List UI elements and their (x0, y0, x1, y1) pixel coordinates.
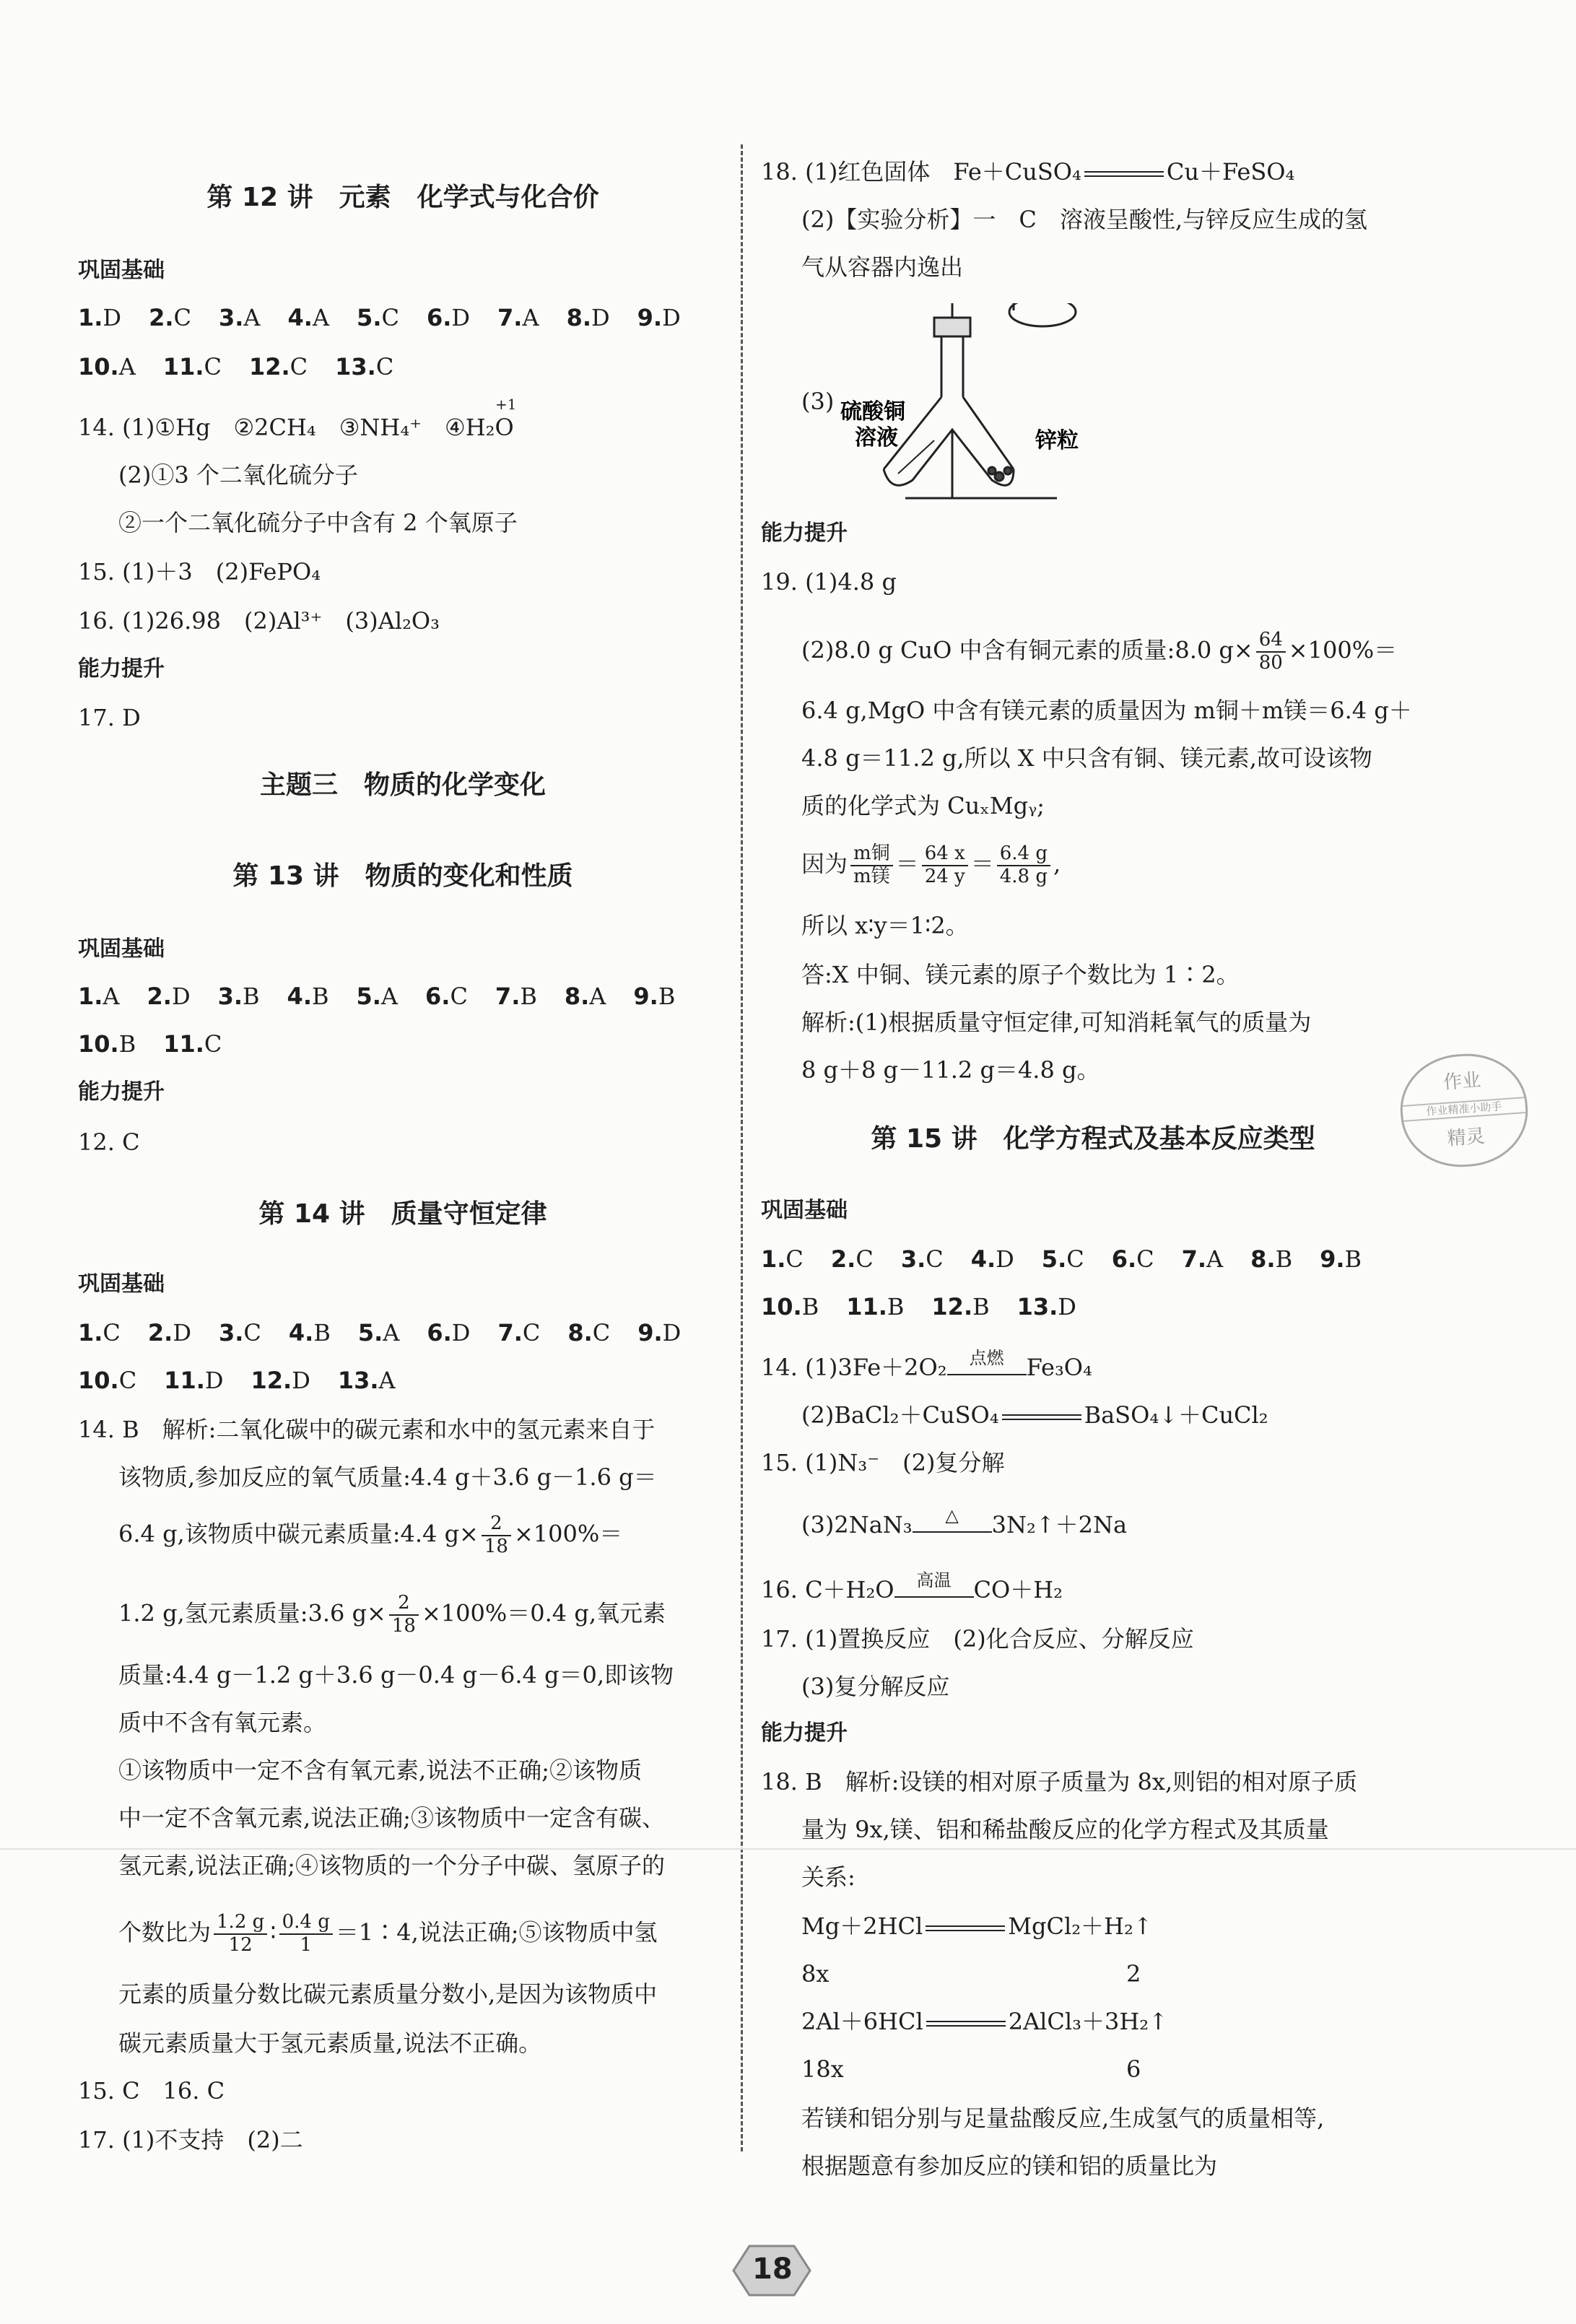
homework-helper-stamp: 作业 作业精准小助手 精灵 (1397, 1050, 1531, 1171)
question-number: 12. (248, 353, 290, 380)
r18-line: 根据题意有参加反应的镁和铝的质量比为 (801, 2152, 1218, 2180)
answer-row (78, 306, 681, 329)
question-number: 13. (335, 353, 376, 380)
explain-line: 1.2 g,氢元素质量:3.6 g× $\frac{2}{18}$ ×100%＝0.4 g,氧元素 (118, 1592, 666, 1637)
q14-part3: ②一个二氧化硫分子中含有 2 个氧原子 (118, 509, 518, 536)
answer-letter: B (658, 983, 676, 1010)
q19-line: 4.8 g＝11.2 g,所以 X 中只含有铜、镁元素,故可设该物 (801, 744, 1372, 772)
question-number: 10. (78, 353, 119, 380)
answer-letter: B (1275, 1245, 1293, 1273)
section-nengli: 能力提升 (761, 1720, 848, 1746)
fraction: $\frac{1.2 g}{12}$ (214, 1912, 267, 1957)
theme-3-title: 主题三 物质的化学变化 (259, 770, 546, 800)
q16: 16. (1)26.98 (2)Al³⁺ (3)Al₂O₃ (78, 607, 440, 635)
q19-part1: 19. (1)4.8 g (761, 568, 897, 596)
question-number: 10. (78, 1367, 119, 1394)
answer-letter: D (171, 983, 191, 1010)
equals-sign (926, 1925, 1005, 1931)
answer-letter: D (103, 304, 122, 331)
q18-part3: (3) (801, 388, 835, 415)
answer-letter: D (1058, 1293, 1076, 1320)
question-number: 8. (1250, 1245, 1276, 1273)
answer-letter: C (204, 1030, 222, 1058)
fraction: $\frac{6.4 g}{4.8 g}$ (997, 843, 1050, 888)
fraction: $\frac{64 x}{24 y}$ (922, 843, 968, 888)
question-number: 1. (78, 304, 103, 331)
answer-row (761, 1245, 1362, 1273)
lecture-12-title: 第 12 讲 元素 化学式与化合价 (206, 183, 599, 212)
r18-eq1: Mg＋2HCl MgCl₂＋H₂↑ (801, 1912, 1153, 1940)
question-number: 1. (78, 1319, 103, 1346)
answer-letter: D (591, 304, 610, 331)
question-number: 5. (356, 983, 381, 1010)
answer-letter: C (592, 1319, 611, 1346)
question-number: 4. (970, 1245, 996, 1273)
r15-line: 15. (1)N₃⁻ (2)复分解 (761, 1449, 1005, 1476)
question-number: 4. (287, 983, 312, 1010)
answer-letter: A (103, 983, 120, 1010)
explain-line: 个数比为 $\frac{1.2 g}{12}$ ∶ $\frac{0.4 g}{1}$ ＝1∶4,说法正确;⑤该物质中氢 (118, 1911, 658, 1956)
answer-letter: C (375, 353, 394, 380)
answer-letter: C (926, 1245, 944, 1273)
lecture-15-title: 第 15 讲 化学方程式及基本反应类型 (871, 1124, 1315, 1154)
r17-line2: (3)复分解反应 (801, 1673, 950, 1700)
label-copper-sulfate: 硫酸铜 (840, 399, 905, 425)
answer-letter: C (118, 1367, 137, 1394)
answer-17: 17. (1)不支持 (2)二 (78, 2126, 303, 2154)
r18-mass1: 8x 2 (801, 1960, 1141, 1988)
question-number: 6. (426, 304, 452, 331)
lecture-14-title: 第 14 讲 质量守恒定律 (258, 1199, 547, 1229)
question-number: 9. (637, 304, 663, 331)
question-number: 5. (357, 304, 382, 331)
explain-line: 中一定不含氧元素,说法正确;③该物质中一定含有碳、 (118, 1804, 665, 1832)
r15-line2: (3)2NaN₃ △ 3N₂↑＋2Na (801, 1505, 1128, 1539)
answer-letter: A (383, 1319, 400, 1346)
answer-letter: C (381, 304, 399, 331)
answer-letter: D (204, 1367, 224, 1394)
answer-12: 12. C (78, 1128, 140, 1156)
page-number: 18 (752, 2253, 793, 2286)
answer-row (761, 1295, 1076, 1318)
reaction-condition: 点燃 (947, 1367, 1027, 1375)
question-number: 9. (637, 1319, 663, 1346)
explain-line: 14. B 解析:二氧化碳中的碳元素和水中的氢元素来自于 (78, 1416, 656, 1443)
question-number: 6. (425, 983, 450, 1010)
answer-row (78, 1032, 222, 1056)
question-number: 2. (149, 304, 174, 331)
question-number: 11. (163, 1030, 204, 1058)
q14-line: +1 14. (1)①Hg ②2CH₄ ③NH₄⁺ ④H₂O (78, 396, 517, 441)
q19-line: 质的化学式为 CuₓMgᵧ; (801, 792, 1045, 819)
r17-line: 17. (1)置换反应 (2)化合反应、分解反应 (761, 1625, 1194, 1653)
explain-line: 该物质,参加反应的氧气质量:4.4 g＋3.6 g－1.6 g＝ (118, 1463, 657, 1491)
answer-letter: B (887, 1293, 905, 1320)
explain-line: 质量:4.4 g－1.2 g＋3.6 g－0.4 g－6.4 g＝0,即该物 (118, 1661, 674, 1689)
r14-line2: (2)BaCl₂＋CuSO₄ BaSO₄↓＋CuCl₂ (801, 1401, 1268, 1429)
answer-letter: A (312, 304, 330, 331)
answer-letter: B (118, 1030, 136, 1058)
question-number: 3. (217, 983, 243, 1010)
answer-letter: A (378, 1367, 396, 1394)
answer-letter: C (785, 1245, 804, 1273)
answer-letter: A (118, 353, 136, 380)
question-number: 4. (287, 304, 313, 331)
question-number: 10. (761, 1293, 802, 1320)
r18-line: 18. B 解析:设镁的相对原子质量为 8x,则铝的相对原子质 (761, 1768, 1358, 1796)
answer-letter: A (1206, 1245, 1224, 1273)
question-number: 8. (564, 983, 590, 1010)
question-number: 11. (846, 1293, 887, 1320)
question-number: 7. (495, 983, 521, 1010)
question-number: 9. (1320, 1245, 1345, 1273)
question-number: 3. (218, 304, 244, 331)
answer-letter: C (450, 983, 468, 1010)
reaction-condition: △ (913, 1524, 992, 1533)
answer-letter: B (243, 983, 260, 1010)
section-nengli: 能力提升 (78, 656, 165, 682)
question-number: 9. (633, 983, 658, 1010)
section-gonggu: 巩固基础 (78, 258, 165, 283)
r18-line: 量为 9x,镁、铝和稀盐酸反应的化学方程式及其质量 (801, 1816, 1329, 1843)
q17: 17. D (78, 704, 141, 731)
r18-eq2: 2Al＋6HCl 2AlCl₃＋3H₂↑ (801, 2008, 1168, 2035)
r14-line: 14. (1)3Fe＋2O₂ 点燃 Fe₃O₄ (761, 1348, 1092, 1381)
q19-line: 答:X 中铜、镁元素的原子个数比为 1∶2。 (801, 961, 1240, 988)
page-number-badge (728, 2242, 814, 2299)
y-tube-drawing (884, 303, 1076, 498)
question-number: 3. (218, 1319, 244, 1346)
explain-line: 氢元素,说法正确;④该物质的一个分子中碳、氢原子的 (118, 1852, 665, 1879)
q14-plus1: +1 (495, 396, 517, 413)
answer-letter: C (1066, 1245, 1084, 1273)
question-number: 6. (1111, 1245, 1137, 1273)
question-number: 8. (566, 304, 591, 331)
label-solution: 溶液 (855, 425, 898, 451)
question-number: 1. (761, 1245, 786, 1273)
answer-letter: D (173, 1319, 191, 1346)
question-number: 2. (830, 1245, 856, 1273)
fraction: $\frac{2}{18}$ (482, 1513, 511, 1558)
section-gonggu: 巩固基础 (78, 936, 165, 962)
answer-letter: D (451, 1319, 471, 1346)
question-number: 12. (251, 1367, 292, 1394)
answers-15-16: 15. C 16. C (78, 2077, 225, 2105)
label-zinc: 锌粒 (1035, 428, 1079, 453)
reaction-condition: 高温 (894, 1589, 974, 1598)
question-number: 5. (357, 1319, 383, 1346)
lecture-13-title: 第 13 讲 物质的变化和性质 (232, 861, 573, 891)
fraction: $\frac{\text{m铜}}{\text{m镁}}$ (850, 843, 893, 888)
equals-sign (1002, 1414, 1081, 1420)
answer-letter: C (1136, 1245, 1154, 1273)
equals-sign (926, 2021, 1006, 2027)
scan-line (0, 1848, 1576, 1850)
question-number: 5. (1041, 1245, 1067, 1273)
q19-line: 因为 $\frac{\text{m铜}}{\text{m镁}}$ ＝ $\frac{64 x}{24 y}$ ＝ $\frac{6.4 g}{4.8 g}$ , (801, 843, 1061, 887)
answer-letter: A (589, 983, 606, 1010)
answer-row (78, 985, 675, 1008)
question-number: 13. (1016, 1293, 1058, 1320)
equals-sign (1084, 171, 1164, 177)
answer-letter: B (313, 1319, 331, 1346)
r16-line: 16. C＋H₂O 高温 CO＋H₂ (761, 1570, 1063, 1603)
answer-letter: D (662, 304, 681, 331)
answer-letter: D (451, 304, 471, 331)
section-gonggu: 巩固基础 (761, 1198, 848, 1223)
question-number: 4. (288, 1319, 314, 1346)
fraction: $\frac{2}{18}$ (389, 1593, 419, 1637)
question-number: 2. (147, 983, 172, 1010)
question-number: 13. (337, 1367, 379, 1394)
question-number: 11. (164, 1367, 205, 1394)
answer-letter: A (380, 983, 399, 1010)
q18-part2: (2)【实验分析】一 C 溶液呈酸性,与锌反应生成的氢 (801, 206, 1367, 233)
section-nengli: 能力提升 (761, 521, 848, 546)
question-number: 7. (497, 304, 523, 331)
explain-line: 碳元素质量大于氢元素质量,说法不正确。 (118, 2029, 542, 2057)
explain-line: 元素的质量分数比碳元素质量分数小,是因为该物质中 (118, 1980, 658, 2008)
explain-line: 质中不含有氧元素。 (118, 1709, 327, 1736)
q19-line: 解析:(1)根据质量守恒定律,可知消耗氧气的质量为 (801, 1009, 1312, 1036)
section-gonggu: 巩固基础 (78, 1271, 165, 1297)
answer-letter: A (243, 304, 261, 331)
question-number: 8. (567, 1319, 593, 1346)
answer-letter: D (996, 1245, 1014, 1273)
question-number: 7. (497, 1319, 523, 1346)
answer-letter: C (289, 353, 308, 380)
question-number: 3. (900, 1245, 926, 1273)
q18-part2b: 气从容器内逸出 (801, 253, 964, 281)
answer-letter: C (173, 304, 191, 331)
r18-mass2: 18x 6 (801, 2055, 1141, 2083)
column-divider (741, 144, 743, 2151)
section-nengli: 能力提升 (78, 1079, 165, 1105)
answer-letter: B (801, 1293, 819, 1320)
q19-line: 8 g＋8 g－11.2 g＝4.8 g。 (801, 1056, 1100, 1084)
answer-letter: C (204, 353, 222, 380)
r18-line: 关系: (801, 1863, 856, 1891)
q19-line: 6.4 g,MgO 中含有镁元素的质量因为 m铜＋m镁＝6.4 g＋ (801, 697, 1412, 724)
q19-line: 所以 x∶y＝1∶2。 (801, 912, 969, 939)
answer-letter: D (662, 1319, 682, 1346)
answer-row (78, 355, 393, 378)
answer-letter: A (522, 304, 539, 331)
answer-letter: C (243, 1319, 261, 1346)
q14-part2: (2)①3 个二氧化硫分子 (118, 461, 358, 489)
answer-row (78, 1369, 396, 1392)
explain-line: 6.4 g,该物质中碳元素质量:4.4 g× $\frac{2}{18}$ ×100%＝ (118, 1513, 623, 1557)
r18-line: 若镁和铝分别与足量盐酸反应,生成氢气的质量相等, (801, 2105, 1325, 2132)
answer-letter: B (311, 983, 329, 1010)
answer-letter: B (972, 1293, 990, 1320)
answer-letter: C (522, 1319, 541, 1346)
answer-row (78, 1321, 681, 1344)
question-number: 1. (78, 983, 103, 1010)
question-number: 11. (162, 353, 204, 380)
fraction: $\frac{0.4 g}{1}$ (279, 1912, 333, 1957)
question-number: 10. (78, 1030, 119, 1058)
y-tube-apparatus-diagram (797, 303, 1115, 505)
answer-letter: C (856, 1245, 874, 1273)
q15: 15. (1)＋3 (2)FePO₄ (78, 558, 321, 586)
q18-line: 18. (1)红色固体 Fe＋CuSO₄ Cu＋FeSO₄ (761, 158, 1295, 186)
answer-letter: D (292, 1367, 310, 1394)
answer-letter: C (103, 1319, 121, 1346)
explain-line: ①该物质中一定不含有氧元素,说法不正确;②该物质 (118, 1757, 642, 1784)
question-number: 6. (427, 1319, 452, 1346)
q19-line: (2)8.0 g CuO 中含有铜元素的质量:8.0 g× $\frac{64}{80}$ ×100%＝ (801, 629, 1398, 674)
question-number: 12. (931, 1293, 973, 1320)
answer-letter: B (520, 983, 537, 1010)
question-number: 2. (147, 1319, 173, 1346)
question-number: 7. (1181, 1245, 1207, 1273)
answer-letter: B (1344, 1245, 1362, 1273)
fraction: $\frac{64}{80}$ (1256, 630, 1286, 674)
